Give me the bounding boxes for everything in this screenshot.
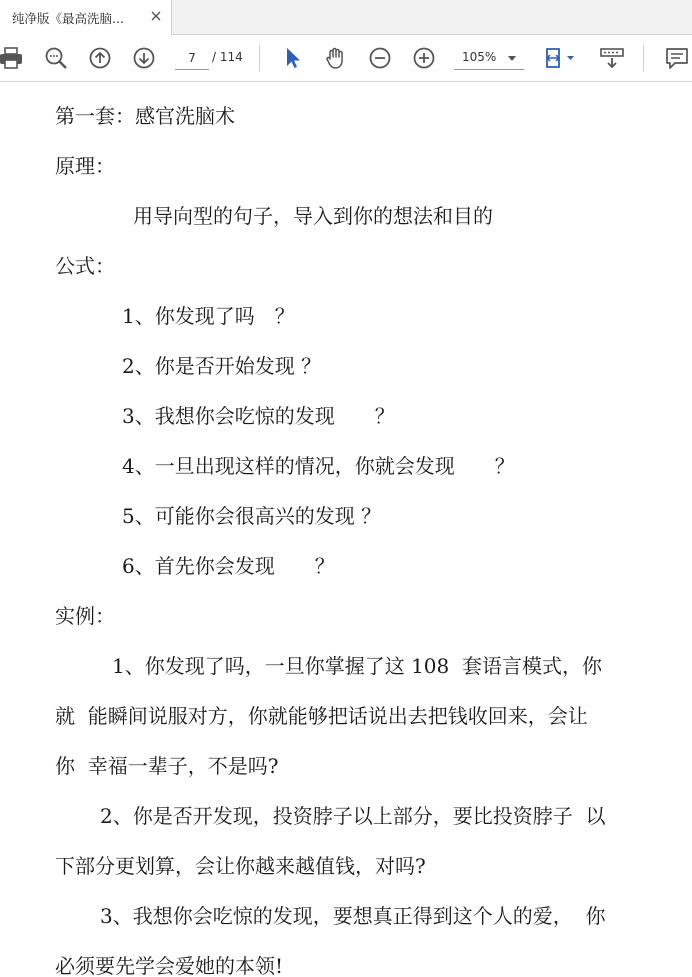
page-number-input[interactable] (175, 47, 209, 70)
text-line: 1、你发现了吗 ？ (122, 304, 295, 328)
zoom-in-icon[interactable] (410, 44, 438, 72)
select-cursor-icon[interactable] (279, 44, 307, 72)
tab-bar (0, 0, 692, 35)
heading-line: 第一套：感官洗脑术 (55, 104, 235, 128)
text-line: 2、你是否开发现，投资脖子以上部分，要比投资脖子 以 (100, 804, 606, 828)
text-line: 原理： (55, 154, 115, 178)
text-line: 实例： (55, 604, 115, 628)
close-icon[interactable] (147, 7, 165, 25)
toolbar (0, 35, 692, 82)
zoom-dropdown[interactable] (454, 47, 524, 70)
text-line: 下部分更划算，会让你越来越值钱，对吗? (55, 854, 426, 878)
next-page-icon[interactable] (130, 44, 158, 72)
zoom-value: 105% (462, 50, 497, 64)
text-line: 用导向型的句子，导入到你的想法和目的 (133, 204, 493, 228)
comment-icon[interactable] (663, 44, 691, 72)
text-line: 必须要先学会爱她的本领! (55, 954, 284, 977)
fit-page-icon[interactable] (541, 44, 581, 72)
hand-tool-icon[interactable] (322, 44, 350, 72)
document-page (0, 82, 692, 977)
zoom-marquee-icon[interactable] (42, 44, 70, 72)
divider (259, 45, 260, 71)
text-line: 5、可能你会很高兴的发现 ？ (122, 504, 382, 528)
text-line: 公式： (55, 254, 115, 278)
text-line: 6、首先你会发现 ？ (122, 554, 335, 578)
text-line: 就 能瞬间说服对方，你就能够把话说出去把钱收回来，会让 (55, 704, 588, 728)
document-tab[interactable] (0, 0, 172, 35)
read-mode-icon[interactable] (598, 44, 626, 72)
text-line: 1、你发现了吗，一旦你掌握了这 108 套语言模式，你 (112, 654, 602, 678)
text-line: 你 幸福一辈子，不是吗? (55, 754, 279, 778)
divider (643, 45, 644, 71)
tab-title: 纯净版《最高洗脑... (12, 11, 124, 26)
page-total: / 114 (212, 50, 243, 64)
text-line: 3、我想你会吃惊的发现 ？ (122, 404, 395, 428)
zoom-out-icon[interactable] (366, 44, 394, 72)
text-line: 2、你是否开始发现 ？ (122, 354, 322, 378)
text-line: 3、我想你会吃惊的发现，要想真正得到这个人的爱， 你 (100, 904, 606, 928)
chevron-down-icon (508, 56, 516, 61)
text-line: 4、一旦出现这样的情况，你就会发现 ？ (122, 454, 515, 478)
previous-page-icon[interactable] (86, 44, 114, 72)
print-icon[interactable] (0, 44, 25, 72)
